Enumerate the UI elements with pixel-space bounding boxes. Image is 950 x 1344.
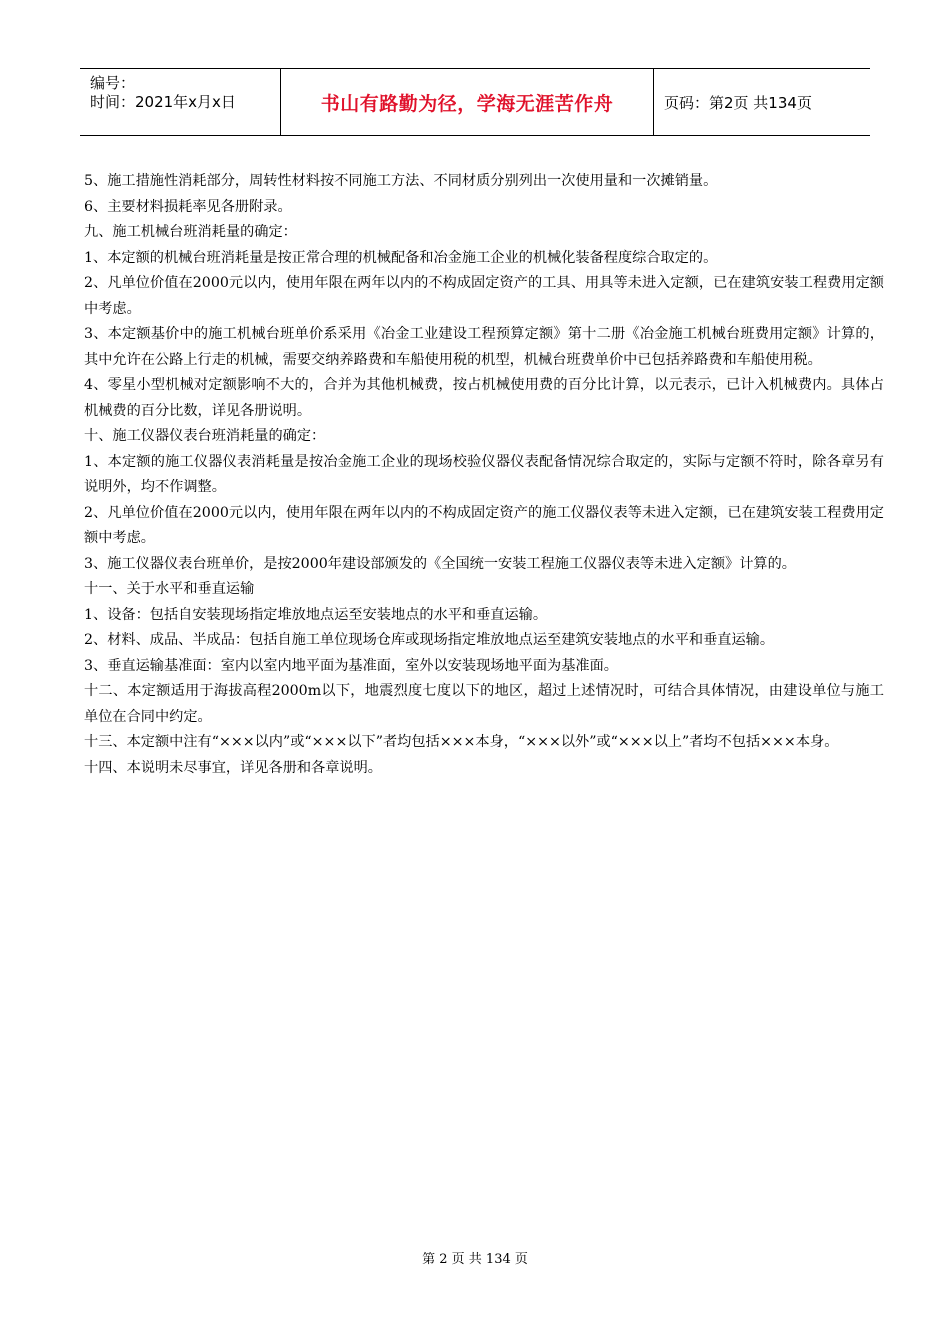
paragraph: 十三、本定额中注有“×××以内”或“×××以下”者均包括×××本身，“×××以外”或“×××以上”者均不包括×××本身。 [84, 734, 839, 750]
paragraph: 3、垂直运输基准面：室内以室内地平面为基准面，室外以安装现场地平面为基准面。 [84, 657, 618, 674]
paragraph: 1、设备：包括自安装现场指定堆放地点运至安装地点的水平和垂直运输。 [84, 606, 548, 623]
header-page-label: 页码：第2页 共134页 [664, 93, 812, 112]
page-footer [0, 1248, 950, 1267]
header-motto: 书山有路勤为径，学海无涯苦作舟 [320, 92, 614, 115]
paragraph: 1、本定额的施工仪器仪表消耗量是按冶金施工企业的现场校验仪器仪表配备情况综合取定的，实际与定额不符时，除各章另有说明外，均不作调整。 [84, 453, 884, 495]
document-body [84, 169, 884, 781]
page-header [80, 68, 870, 136]
section-heading: 九、施工机械台班消耗量的确定： [84, 224, 297, 240]
footer-page-number: 第 2 页 共 134 页 [422, 1252, 528, 1267]
paragraph: 十四、本说明未尽事宜，详见各册和各章说明。 [84, 759, 382, 776]
paragraph: 2、凡单位价值在2000元以内，使用年限在两年以内的不构成固定资产的施工仪器仪表等未进入定额，已在建筑安装工程费用定额中考虑。 [84, 504, 884, 546]
section-heading: 十一、关于水平和垂直运输 [84, 581, 255, 597]
document-date-label: 时间：2021年x月x日 [90, 93, 236, 111]
paragraph: 3、本定额基价中的施工机械台班单价系采用《冶金工业建设工程预算定额》第十二册《冶金施工机械台班费用定额》计算的，其中允许在公路上行走的机械，需要交纳养路费和车船使用税的机型，机械台班费单价中已包括养路费和车船使用税。 [84, 326, 884, 368]
section-heading: 十、施工仪器仪表台班消耗量的确定： [84, 428, 326, 444]
paragraph: 5、施工措施性消耗部分，周转性材料按不同施工方法、不同材质分别列出一次使用量和一次摊销量。 [84, 173, 718, 189]
paragraph: 3、施工仪器仪表台班单价，是按2000年建设部颁发的《全国统一安装工程施工仪器仪表等未进入定额》计算的。 [84, 555, 796, 572]
paragraph: 4、零星小型机械对定额影响不大的，合并为其他机械费，按占机械使用费的百分比计算，以元表示，已计入机械费内。具体占机械费的百分比数，详见各册说明。 [84, 377, 884, 419]
paragraph: 2、材料、成品、半成品：包括自施工单位现场仓库或现场指定堆放地点运至建筑安装地点的水平和垂直运输。 [84, 632, 775, 648]
paragraph: 十二、本定额适用于海拔高程2000m以下，地震烈度七度以下的地区，超过上述情况时，可结合具体情况，由建设单位与施工单位在合同中约定。 [84, 683, 884, 725]
paragraph: 6、主要材料损耗率见各册附录。 [84, 198, 292, 215]
paragraph: 2、凡单位价值在2000元以内，使用年限在两年以内的不构成固定资产的工具、用具等未进入定额，已在建筑安装工程费用定额中考虑。 [84, 275, 884, 317]
paragraph: 1、本定额的机械台班消耗量是按正常合理的机械配备和冶金施工企业的机械化装备程度综合取定的。 [84, 249, 718, 266]
header-page-cell [654, 69, 870, 135]
header-meta-cell [80, 69, 281, 135]
document-code-label: 编号： [90, 74, 136, 92]
header-motto-cell [281, 69, 654, 135]
